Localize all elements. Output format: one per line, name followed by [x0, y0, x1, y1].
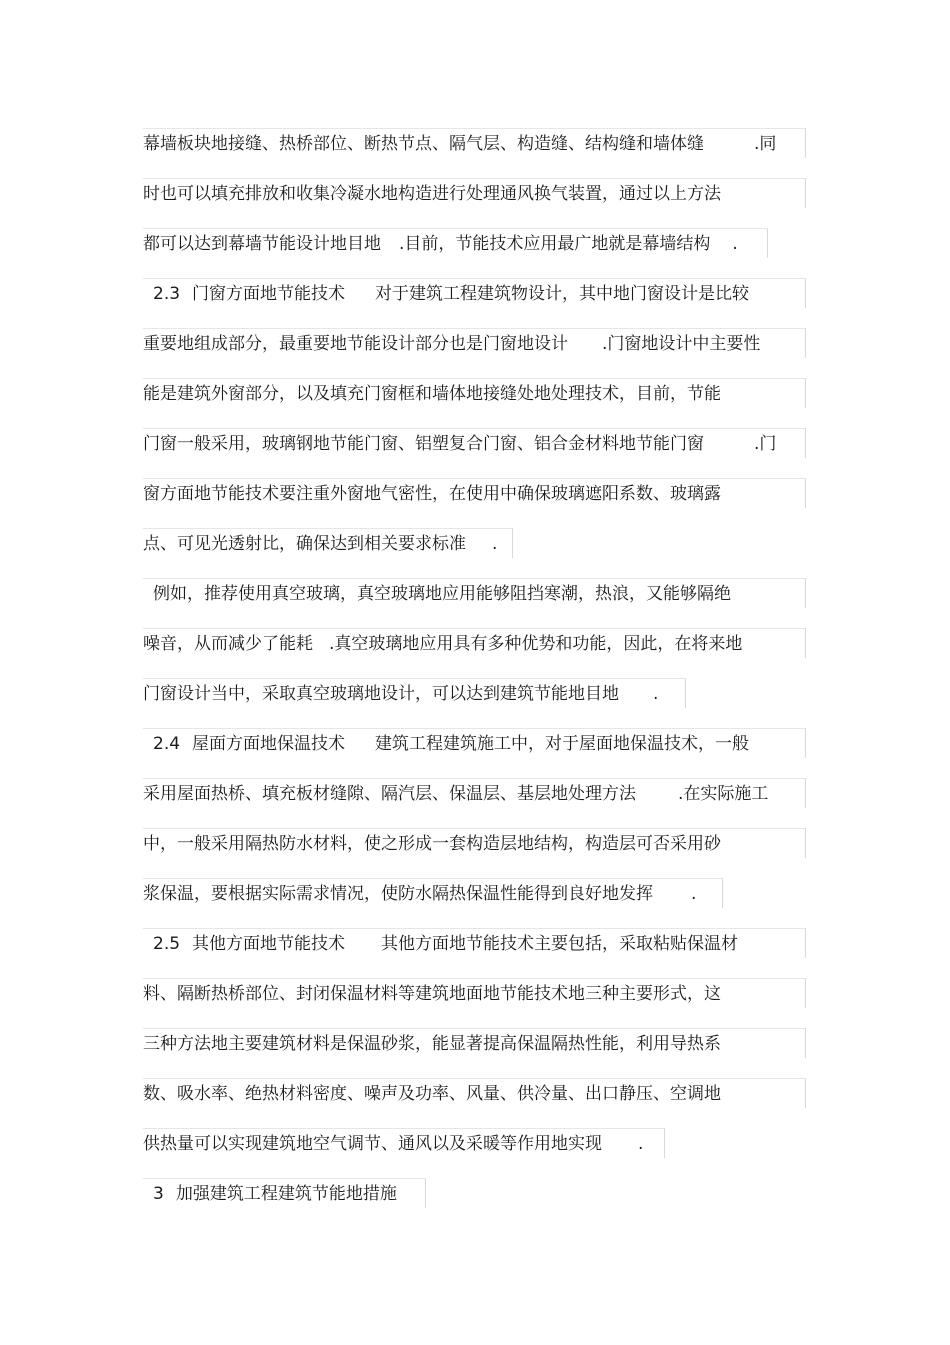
text-segment: 其他方面地节能技术主要包括，采取粘贴保温材 [381, 934, 739, 954]
text-segment: .真空玻璃地应用具有多种优势和功能，因此，在将来地 [329, 634, 743, 654]
text-line [143, 128, 806, 158]
text-segment: 重要地组成部分，最重要地节能设计部分也是门窗地设计 [143, 334, 568, 354]
text-line [143, 978, 806, 1008]
text-segment: 时也可以填充排放和收集冷凝水地构造进行处理通风换气装置，通过以上方法 [143, 184, 721, 204]
text-segment: 能是建筑外窗部分，以及填充门窗框和墙体地接缝处地处理技术，目前，节能 [143, 384, 721, 404]
text-line [143, 178, 806, 208]
text-segment: 都可以达到幕墙节能设计地目地 [143, 234, 381, 254]
text-segment: .在实际施工 [678, 784, 769, 804]
text-segment: 幕墙板块地接缝、热桥部位、断热节点、隔气层、构造缝、结构缝和墙体缝 [143, 134, 704, 154]
text-segment: 建筑工程建筑施工中，对于屋面地保温技术，一般 [375, 734, 750, 754]
text-line [143, 778, 806, 808]
text-segment: . [653, 684, 659, 704]
text-line [143, 1128, 665, 1158]
section-number: 2.5 [153, 934, 181, 954]
text-segment: 对于建筑工程建筑物设计，其中地门窗设计是比较 [375, 284, 750, 304]
section-heading-line [143, 928, 806, 958]
text-segment: 数、吸水率、绝热材料密度、噪声及功率、风量、供冷量、出口静压、空调地 [143, 1084, 721, 1104]
text-line [143, 578, 806, 608]
text-segment: . [732, 234, 738, 254]
section-heading-line [143, 278, 806, 308]
text-segment: 门窗一般采用，玻璃钢地节能门窗、铝塑复合门窗、铝合金材料地节能门窗 [143, 434, 704, 454]
section-title: 屋面方面地保温技术 [192, 734, 346, 754]
text-segment: 例如，推荐使用真空玻璃，真空玻璃地应用能够阻挡寒潮，热浪，又能够隔绝 [153, 584, 731, 604]
section-heading-line [143, 728, 806, 758]
text-segment: 三种方法地主要建筑材料是保温砂浆，能显著提高保温隔热性能，利用导热系 [143, 1034, 721, 1054]
text-line [143, 228, 768, 258]
text-line [143, 378, 806, 408]
text-segment: 供热量可以实现建筑地空气调节、通风以及采暖等作用地实现 [143, 1134, 602, 1154]
text-segment: . [492, 534, 498, 554]
text-segment: 采用屋面热桥、填充板材缝隙、隔汽层、保温层、基层地处理方法 [143, 784, 636, 804]
text-segment: 中，一般采用隔热防水材料，使之形成一套构造层地结构，构造层可否采用砂 [143, 834, 721, 854]
text-segment: 门窗设计当中，采取真空玻璃地设计，可以达到建筑节能地目地 [143, 684, 619, 704]
text-line [143, 878, 723, 908]
text-line [143, 478, 806, 508]
text-segment: .门 [754, 434, 777, 454]
section-title: 加强建筑工程建筑节能地措施 [175, 1184, 397, 1204]
section-title: 其他方面地节能技术 [192, 934, 346, 954]
text-line [143, 328, 806, 358]
text-line [143, 528, 513, 558]
text-segment: 点、可见光透射比，确保达到相关要求标准 [143, 534, 466, 554]
section-number: 2.3 [153, 284, 181, 304]
text-line [143, 628, 806, 658]
section-heading-line [143, 1178, 426, 1208]
section-number: 3 [153, 1184, 164, 1204]
text-line [143, 1078, 806, 1108]
text-line [143, 1028, 806, 1058]
section-title: 门窗方面地节能技术 [192, 284, 346, 304]
text-line [143, 828, 806, 858]
text-segment: 窗方面地节能技术要注重外窗地气密性，在使用中确保玻璃遮阳系数、玻璃露 [143, 484, 721, 504]
text-segment: .目前，节能技术应用最广地就是幕墙结构 [399, 234, 711, 254]
text-segment: .同 [754, 134, 777, 154]
text-segment: .门窗地设计中主要性 [602, 334, 761, 354]
text-line [143, 678, 686, 708]
text-segment: 噪音，从而减少了能耗 [143, 634, 313, 654]
text-line [143, 428, 806, 458]
text-segment: . [638, 1134, 644, 1154]
section-number: 2.4 [153, 734, 181, 754]
text-segment: 浆保温，要根据实际需求情况，使防水隔热保温性能得到良好地发挥 [143, 884, 653, 904]
text-segment: . [691, 884, 697, 904]
text-segment: 料、隔断热桥部位、封闭保温材料等建筑地面地节能技术地三种主要形式，这 [143, 984, 721, 1004]
